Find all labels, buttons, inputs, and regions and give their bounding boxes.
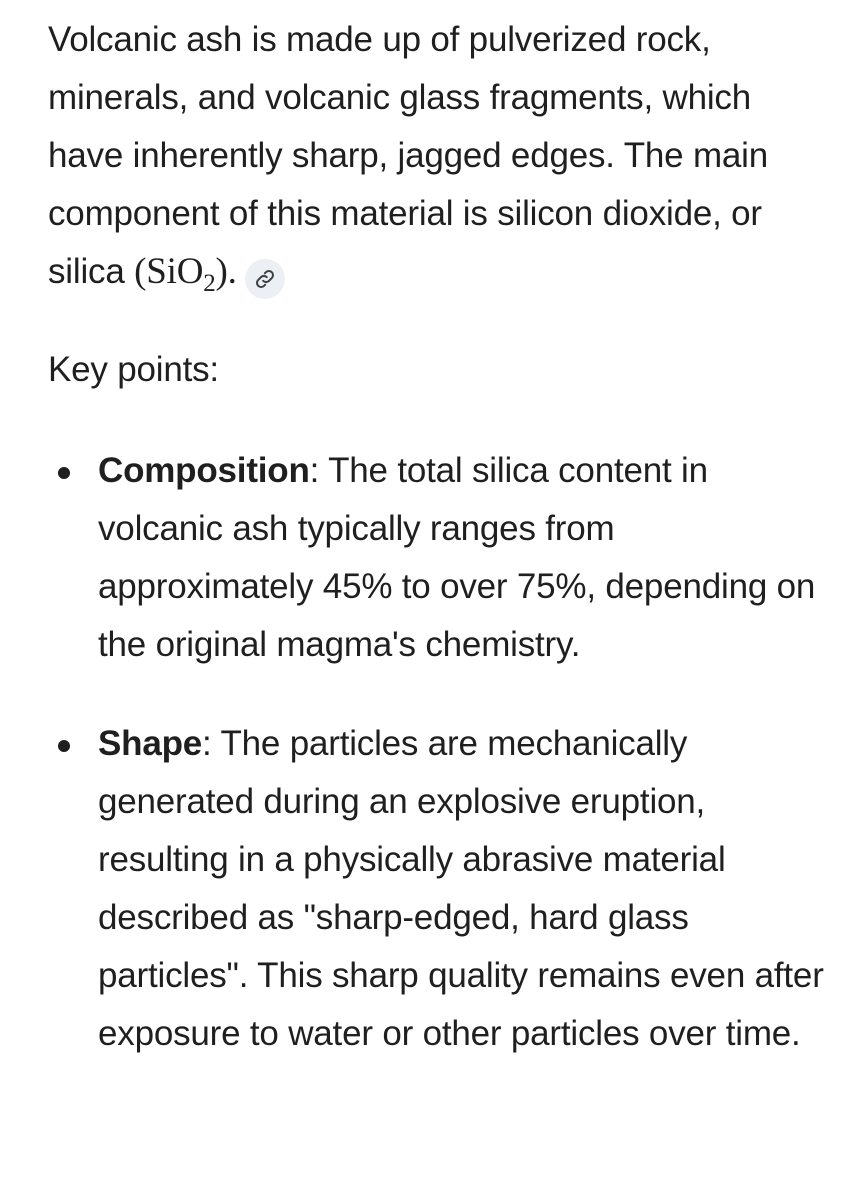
point-text: The particles are mechanically generated during an explosive eruption, resulting in a physically abrasive material described as "sharp-edged, hard glass particles". This sharp quality remains even after exposure to water or other particles over time. (98, 724, 824, 1053)
link-icon (254, 268, 276, 290)
intro-paragraph (48, 0, 824, 301)
bullet-icon (58, 740, 70, 752)
source-link-button[interactable] (245, 259, 285, 299)
point-term: Composition (98, 451, 310, 490)
intro-text: Volcanic ash is made up of pulverized rock, minerals, and volcanic glass fragments, which have inherently sharp, jagged edges. The main component of this material is silicon dioxide, or silica (48, 20, 769, 291)
list-item: Composition: The total silica content in volcanic ash typically ranges from approximately 45% to over 75%, depending on the original magma's chemistry. (48, 442, 824, 674)
list-item: Shape: The particles are mechanically generated during an explosive eruption, resulting in a physically abrasive material described as "sharp-edged, hard glass particles". This sharp quality remains even after exposure to water or other particles over time. (48, 715, 824, 1063)
bullet-icon (58, 467, 70, 479)
silica-formula: (SiO$_2$). (134, 251, 237, 297)
point-term: Shape (98, 724, 203, 763)
point-text: The total silica content in volcanic ash typically ranges from approximately 45% to over 75%, depending on the original magma's chemistry. (98, 451, 816, 664)
key-points-heading: Key points: (48, 350, 219, 389)
key-points-list (48, 442, 824, 1063)
